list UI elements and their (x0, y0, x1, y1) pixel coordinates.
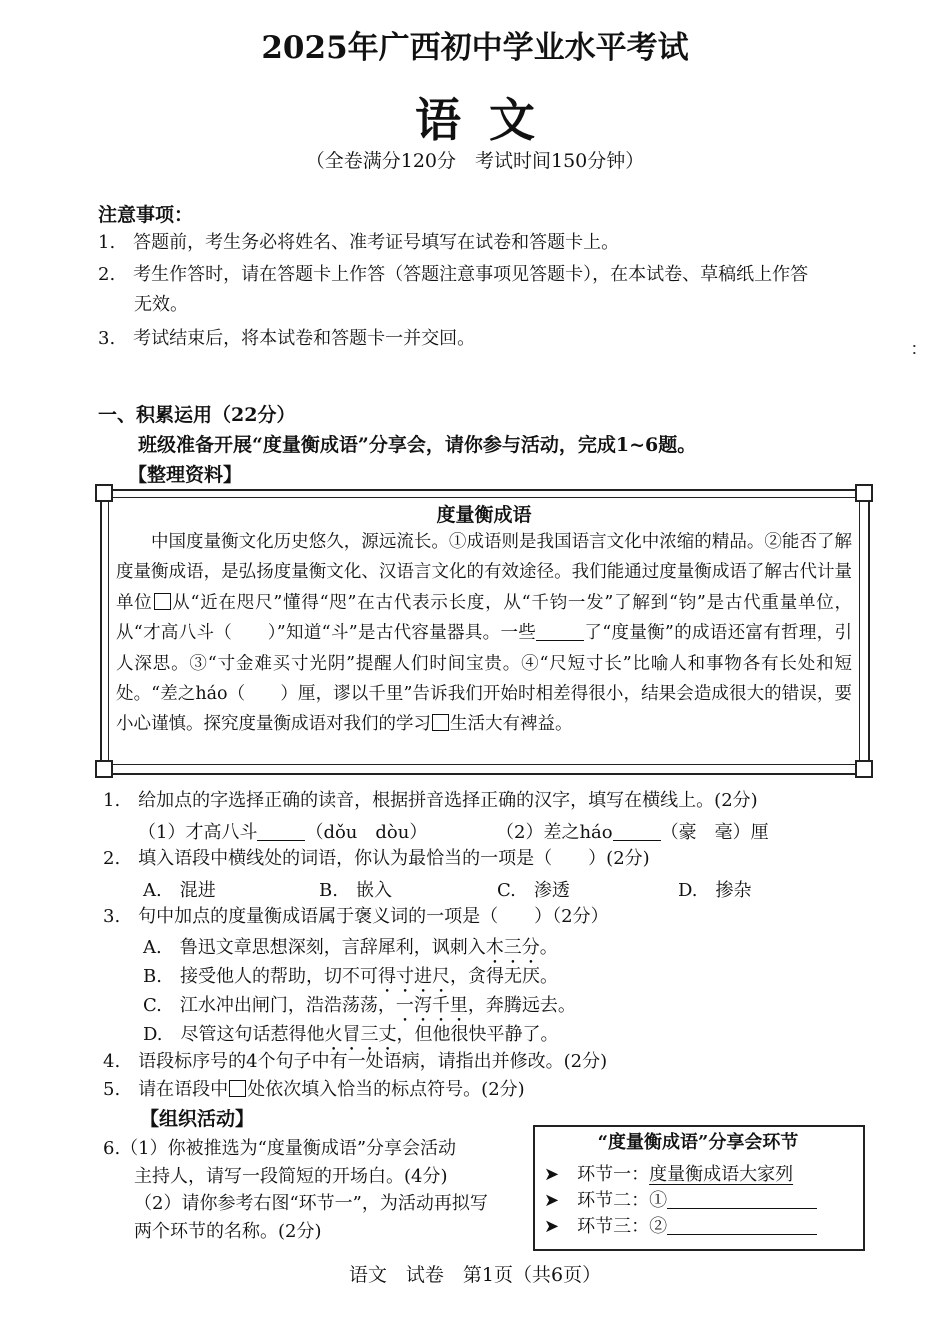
notice-item-3: 3. 考试结束后，将本试卷和答题卡一并交回。 (98, 328, 476, 349)
question-1: 1. 给加点的字选择正确的读音，根据拼音选择正确的汉字，填写在横线上。(2分) (103, 790, 758, 811)
q5-end: 处依次填入恰当的标点符号。(2分) (247, 1079, 525, 1100)
q3a-text: A. 鲁迅文章思想深刻，言辞犀利，讽刺入 (143, 937, 486, 958)
q3c-idiom: 一泻千里 (395, 995, 468, 1016)
passage-text-1: 中国度量衡文化历史悠久，源远流长。①成语则是我国语言文化中浓缩的精品。②能否了解度量衡成语，是弘扬度量衡文化、汉语言文化的有效途径。我们能通过度量衡成语了解古代计量单位 (116, 532, 852, 613)
answer-blank (257, 822, 305, 841)
passage-body (116, 527, 852, 740)
notice-item-2-cont: 无效。 (134, 294, 188, 315)
q3b-text: B. 接受他人的帮助，切不可 (143, 966, 378, 987)
q1b-text: （2）差之háo (496, 822, 613, 843)
frame-corner-ornament (95, 760, 113, 778)
question-3: 3. 句中加点的度量衡成语属于褒义词的一项是（ ）（2分） (103, 906, 609, 927)
q3c-end: ，奔腾远去。 (467, 995, 576, 1016)
answer-blank (613, 822, 661, 841)
passage-paragraph (116, 527, 852, 740)
section-intro: 班级准备开展“度量衡成语”分享会，请你参与活动，完成1~6题。 (138, 434, 697, 456)
answer-line (667, 1188, 817, 1209)
question-6-line-1: 6.（1）你被推选为“度量衡成语”分享会活动 (103, 1138, 457, 1159)
tag-organize-activity: 【组织活动】 (140, 1108, 255, 1130)
question-6-line-2: 主持人，请写一段简短的开场白。(4分) (134, 1166, 448, 1187)
q3b-end: ，贪得无厌。 (449, 966, 558, 987)
stage-1-label: ➤ 环节一： (544, 1164, 650, 1185)
tag-organize-material: 【整理资料】 (128, 464, 243, 486)
punctuation-box (229, 1080, 246, 1097)
q3a-idiom: 木三分 (485, 937, 540, 958)
page-footer: 语文 试卷 第1页（共6页） (348, 1264, 602, 1286)
section-heading: 一、积累运用（22分） (98, 404, 296, 426)
q3c-text: C. 江水冲出闸门，浩浩荡荡， (143, 995, 396, 1016)
question-1-part-2 (496, 818, 769, 844)
stage-row-3 (544, 1212, 817, 1238)
q1b-options: （豪 毫）厘 (660, 822, 769, 843)
subject-title: 语文 (415, 93, 563, 147)
punctuation-box (154, 593, 171, 610)
q3d-text: D. 尽管这句话惹得他 (143, 1024, 325, 1045)
q3d-end: ，但他很快平静了。 (396, 1024, 559, 1045)
question-6-line-4: 两个环节的名称。(2分) (134, 1221, 322, 1242)
punctuation-box (432, 714, 449, 731)
passage-text-2: 从“近在咫尺”懂得“咫”在古代表示长度，从“千钧一发”了解到“钧”是古代重量单位，从“才高八斗（ ）”知道“斗”是古代容量器具。一些 (116, 592, 852, 644)
stage-row-1 (544, 1160, 793, 1186)
notice-title: 注意事项： (98, 204, 194, 226)
q1a-text: （1）才高八斗 (138, 822, 258, 843)
edge-mark: ∶ (912, 340, 917, 361)
passage-text-3: 了“度量衡”的成语还富有哲理，引人深思。③“寸金难买寸光阴”提醒人们时间宝贵。④“尺短寸长”比喻人和事物各有长处和短处。“差之háo（ ）厘，谬以千里”告诉我们开始时相差得很小，结果会造成很大的错误，要小心谨慎。探究度量衡成语对我们的学习 (116, 623, 852, 735)
question-4: 4. 语段标序号的4个句子中有一处语病，请指出并修改。(2分) (103, 1051, 608, 1072)
exam-meta: （全卷满分120分 考试时间150分钟） (305, 150, 645, 172)
q1a-options: （dǒu dòu） (305, 822, 428, 843)
question-5 (103, 1076, 525, 1104)
passage-text-4: 生活大有裨益。 (450, 714, 573, 735)
q3b-idiom: 得寸进尺 (377, 966, 450, 987)
question-2: 2. 填入语段中横线处的词语，你认为最恰当的一项是（ ）(2分) (103, 848, 650, 869)
word-blank (536, 622, 584, 641)
frame-corner-ornament (855, 760, 873, 778)
q2-option-d: D. 掺杂 (678, 880, 752, 901)
q2-option-c: C. 渗透 (497, 880, 570, 901)
passage-title: 度量衡成语 (436, 504, 532, 526)
answer-line (667, 1214, 817, 1235)
exam-title: 2025年广西初中学业水平考试 (261, 30, 689, 66)
stage-3-label: ➤ 环节三：② (544, 1216, 668, 1237)
stage-1-value: 度量衡成语大家列 (649, 1164, 794, 1185)
question-1-part-1 (138, 818, 427, 844)
stage-row-2 (544, 1186, 817, 1212)
q5-text: 5. 请在语段中 (103, 1079, 229, 1100)
q3a-end: 。 (539, 937, 558, 958)
q3d-idiom: 火冒三丈 (324, 1024, 397, 1045)
q2-option-a: A. 混进 (143, 880, 216, 901)
stage-2-label: ➤ 环节二：① (544, 1190, 668, 1211)
q2-option-b: B. 嵌入 (319, 880, 392, 901)
activity-stages-title: “度量衡成语”分享会环节 (597, 1132, 799, 1153)
notice-item-2: 2. 考生作答时，请在答题卡上作答（答题注意事项见答题卡），在本试卷、草稿纸上作答 (98, 264, 809, 285)
notice-item-1: 1. 答题前，考生务必将姓名、准考证号填写在试卷和答题卡上。 (98, 232, 620, 253)
question-6-line-3: （2）请你参考右图“环节一”，为活动再拟写 (134, 1193, 488, 1214)
